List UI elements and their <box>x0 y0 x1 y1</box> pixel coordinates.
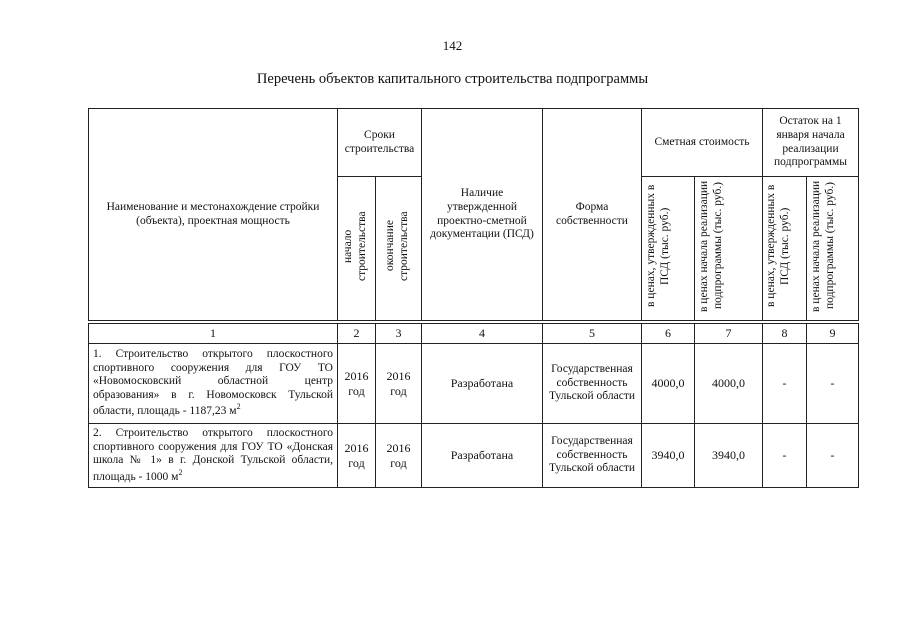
column-number: 3 <box>376 324 422 344</box>
area-unit-superscript: 2 <box>178 467 183 477</box>
header-remainder: Остаток на 1 января начала реализации подпрограммы <box>763 109 859 177</box>
header-cost-start: в ценах начала реализации подпрограммы (тыс. руб.) <box>697 180 724 312</box>
cost-psd-value: 3940,0 <box>642 424 695 488</box>
remainder-start-value: - <box>807 424 859 488</box>
column-number-row <box>89 324 859 344</box>
cost-psd-value: 4000,0 <box>642 344 695 424</box>
page-title: Перечень объектов капитального строительства подпрограммы <box>256 71 649 87</box>
start-year: 2016 год <box>338 344 376 424</box>
object-name: 2. Строительство открытого плоскостного спортивного сооружения для ГОУ ТО «Донская школа № 1» в г. Донской Тульской области, площадь - 1000 м <box>93 426 333 483</box>
remainder-start-value: - <box>807 344 859 424</box>
header-rem-start: в ценах начала реализации подпрограммы (тыс. руб.) <box>809 180 836 312</box>
start-year: 2016 год <box>338 424 376 488</box>
header-cost-psd-cell <box>642 177 695 321</box>
page-number: 142 <box>442 38 463 53</box>
table-row <box>89 344 859 424</box>
column-number: 5 <box>543 324 642 344</box>
object-name: 1. Строительство открытого плоскостного спортивного сооружения для ГОУ ТО «Новомосковский областной центр образования» в г. Новомосковск Тульской области, площадь - 1187,23 м <box>93 348 333 418</box>
object-name-cell <box>89 424 338 488</box>
column-number: 9 <box>807 324 859 344</box>
column-number: 4 <box>422 324 543 344</box>
capital-construction-table <box>88 108 859 488</box>
header-rem-start-cell <box>807 177 859 321</box>
header-cost-psd: в ценах, утвержденных в ПСД (тыс. руб.) <box>645 185 671 308</box>
cost-start-value: 3940,0 <box>695 424 763 488</box>
header-terms: Сроки строительства <box>338 109 422 177</box>
area-unit-superscript: 2 <box>236 402 241 412</box>
remainder-psd-value: - <box>763 424 807 488</box>
column-number: 1 <box>89 324 338 344</box>
header-psd: Наличие утвержденной проектно-сметной документации (ПСД) <box>422 109 543 321</box>
column-number: 7 <box>695 324 763 344</box>
end-year: 2016 год <box>376 344 422 424</box>
remainder-psd-value: - <box>763 344 807 424</box>
end-year: 2016 год <box>376 424 422 488</box>
column-number: 6 <box>642 324 695 344</box>
column-number: 2 <box>338 324 376 344</box>
header-rem-psd: в ценах, утвержденных в ПСД (тыс. руб.) <box>764 185 791 308</box>
header-end: окончание строительства <box>383 211 410 281</box>
header-end-cell <box>376 177 422 321</box>
cost-start-value: 4000,0 <box>695 344 763 424</box>
ownership-form: Государственная собственность Тульской области <box>543 344 642 424</box>
psd-status: Разработана <box>422 424 543 488</box>
header-cost-start-cell <box>695 177 763 321</box>
header-start-cell <box>338 177 376 321</box>
table-row <box>89 424 859 488</box>
header-ownership: Форма собственности <box>543 109 642 321</box>
header-cost: Сметная стоимость <box>642 109 763 177</box>
object-name-cell <box>89 344 338 424</box>
column-number: 8 <box>763 324 807 344</box>
ownership-form: Государственная собственность Тульской области <box>543 424 642 488</box>
header-start: начало строительства <box>341 211 368 281</box>
header-name: Наименование и местонахождение стройки (объекта), проектная мощность <box>89 109 338 321</box>
psd-status: Разработана <box>422 344 543 424</box>
header-rem-psd-cell <box>763 177 807 321</box>
